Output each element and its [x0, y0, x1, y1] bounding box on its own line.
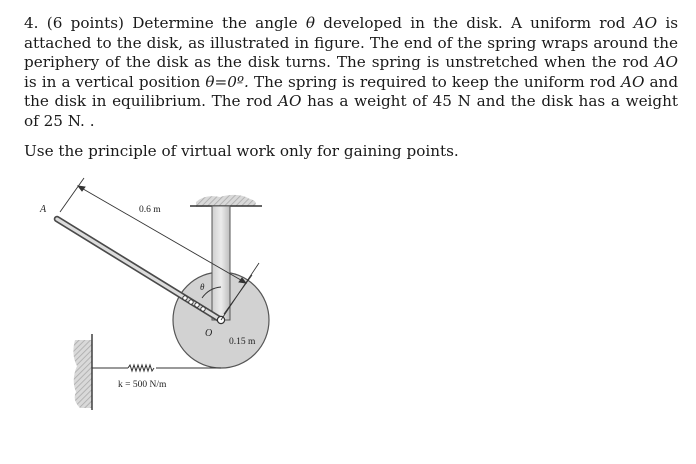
- rod-name: AO: [278, 92, 302, 110]
- disk-radius-label: 0.15 m: [229, 337, 256, 347]
- problem-text-1: Determine the angle: [132, 14, 298, 32]
- label-theta: θ: [200, 282, 205, 292]
- problem-text-6: and the disk in equilibrium. The rod: [24, 72, 679, 110]
- rod-name: AO: [633, 14, 658, 32]
- problem-text-7: has a weight of 45 N and the disk has a weight of 25 N. .: [24, 92, 679, 130]
- vertical-post: [212, 206, 230, 320]
- ceiling-support: [190, 195, 262, 207]
- problem-text-3: is attached to the disk, as illustrated in figure. The end of the spring wraps around the periphery of the disk as the disk turns. The spring is unstretched when the rod: [24, 14, 679, 71]
- label-o: O: [205, 328, 213, 339]
- problem-text-4: is in a vertical position: [24, 72, 201, 91]
- problem-points: (6 points): [46, 14, 124, 32]
- rod-length-label: 0.6 m: [139, 205, 161, 215]
- theta-symbol: θ: [305, 14, 315, 32]
- spring: [92, 365, 221, 371]
- problem-text-5: The spring is required to keep the uniform rod: [253, 72, 616, 91]
- instruction: Use the principle of virtual work only for gaining points.: [24, 142, 459, 160]
- theta-zero: θ=0º.: [205, 72, 249, 91]
- problem-text-2: developed in the disk. A uniform rod: [323, 14, 626, 32]
- wall-support: [73, 334, 92, 410]
- spring-constant-label: k = 500 N/m: [118, 380, 167, 390]
- label-a: A: [40, 204, 47, 215]
- rod-name: AO: [620, 72, 645, 91]
- rod-name: AO: [654, 53, 679, 71]
- problem-number: 4.: [24, 14, 39, 32]
